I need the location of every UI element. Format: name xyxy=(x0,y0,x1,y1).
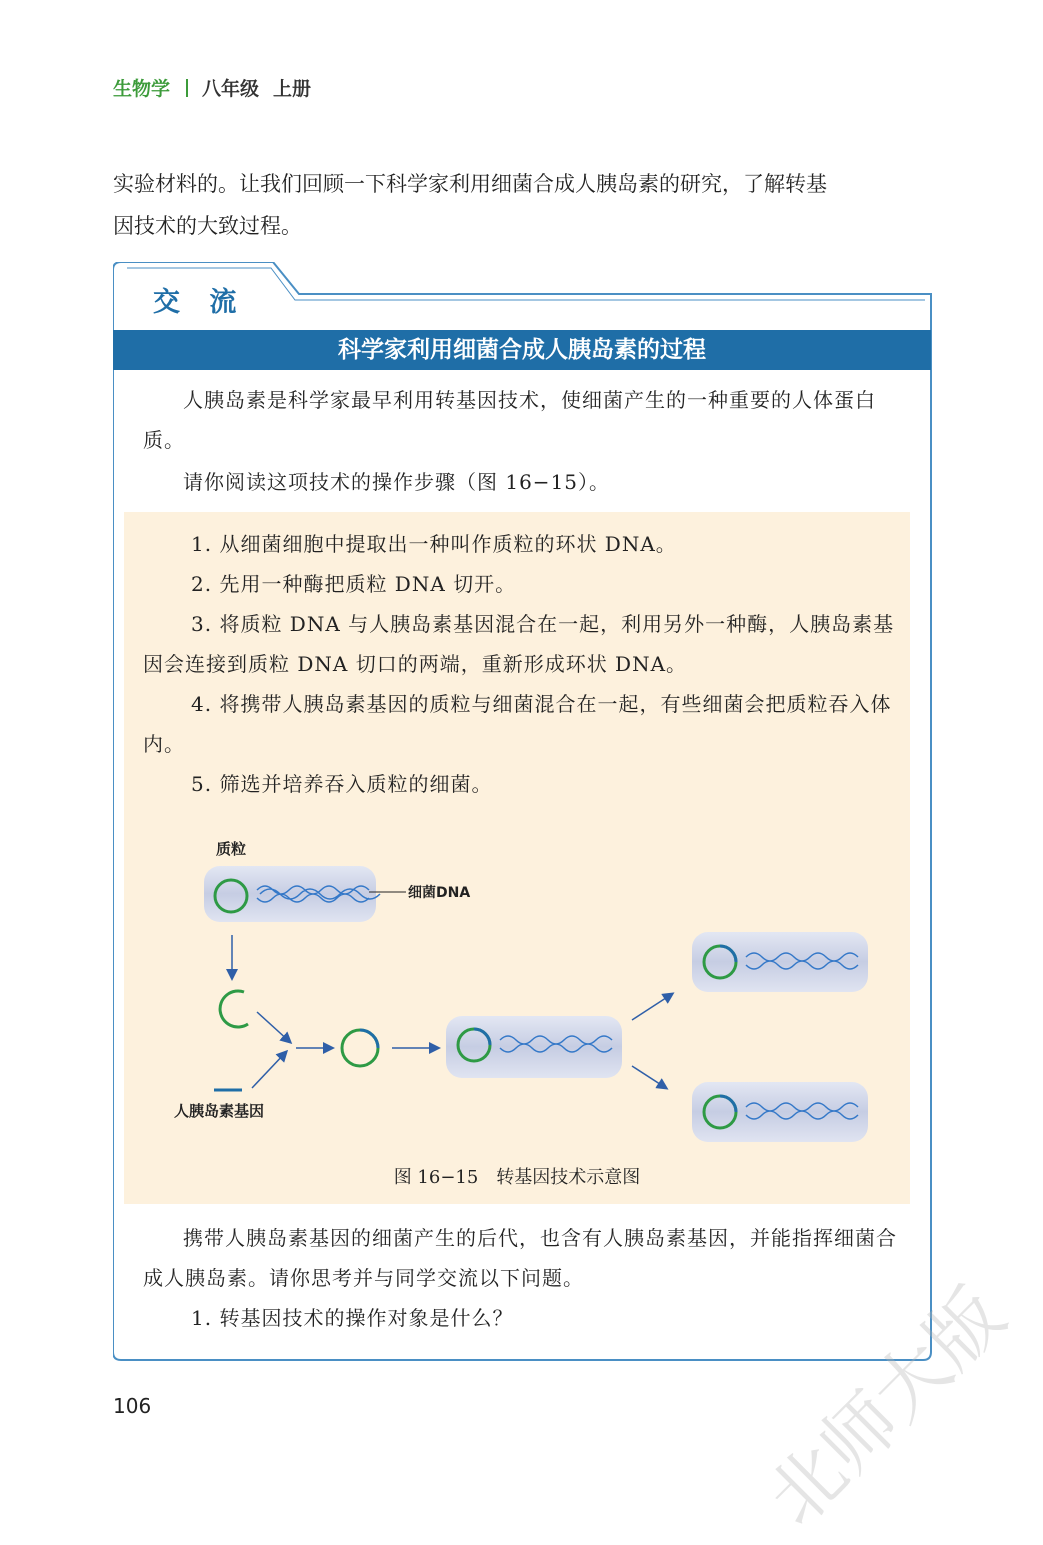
section-title: 科学家利用细菌合成人胰岛素的过程 xyxy=(113,330,931,370)
intro-text xyxy=(113,163,933,247)
bacterium-cell xyxy=(204,866,376,922)
step-item: 1. 从细菌细胞中提取出一种叫作质粒的环状 DNA。 xyxy=(191,532,677,556)
transgenic-diagram xyxy=(124,820,910,1160)
running-header xyxy=(113,74,311,101)
subject-label: 生物学 xyxy=(113,78,171,100)
cut-plasmid xyxy=(220,991,248,1027)
page-number: 106 xyxy=(113,1394,152,1418)
steps-list xyxy=(143,524,903,804)
step-item: 2. 先用一种酶把质粒 DNA 切开。 xyxy=(191,572,517,596)
plasmid-label: 质粒 xyxy=(216,840,247,858)
question-item: 1. 转基因技术的操作对象是什么？ xyxy=(191,1306,514,1330)
publisher-watermark: 北师大版 xyxy=(751,1272,1022,1543)
discussion-paragraph: 携带人胰岛素基因的细菌产生的后代，也含有人胰岛素基因，并能指挥细菌合成人胰岛素。请你思考并与同学交流以下问题。 xyxy=(143,1226,897,1290)
grade-label: 八年级 xyxy=(202,78,260,100)
paragraph-2: 请你阅读这项技术的操作步骤（图 16−15）。 xyxy=(183,470,611,494)
offspring-bacterium xyxy=(692,1082,868,1142)
discussion-text xyxy=(143,1218,903,1338)
step-item: 3. 将质粒 DNA 与人胰岛素基因混合在一起，利用另外一种酶，人胰岛素基因会连接到质粒 DNA 切口的两端，重新形成环状 DNA。 xyxy=(143,612,895,676)
figure-caption: 图 16−15 转基因技术示意图 xyxy=(393,1167,641,1188)
offspring-bacterium xyxy=(692,932,868,992)
paragraph-1: 人胰岛素是科学家最早利用转基因技术，使细菌产生的一种重要的人体蛋白质。 xyxy=(143,388,876,452)
intro-line-1: 实验材料的。让我们回顾一下科学家利用细菌合成人胰岛素的研究，了解转基 xyxy=(113,172,827,196)
exchange-tab-title: 交 流 xyxy=(153,287,247,318)
bacterial-dna-label: 细菌DNA xyxy=(408,885,471,901)
step-item: 4. 将携带人胰岛素基因的质粒与细菌混合在一起，有些细菌会把质粒吞入体内。 xyxy=(143,692,892,756)
volume-label: 上册 xyxy=(273,78,312,100)
intro-line-2: 因技术的大致过程。 xyxy=(113,214,302,238)
insulin-gene-label: 人胰岛素基因 xyxy=(174,1102,265,1120)
step-item: 5. 筛选并培养吞入质粒的细菌。 xyxy=(191,772,493,796)
header-divider xyxy=(186,79,188,97)
